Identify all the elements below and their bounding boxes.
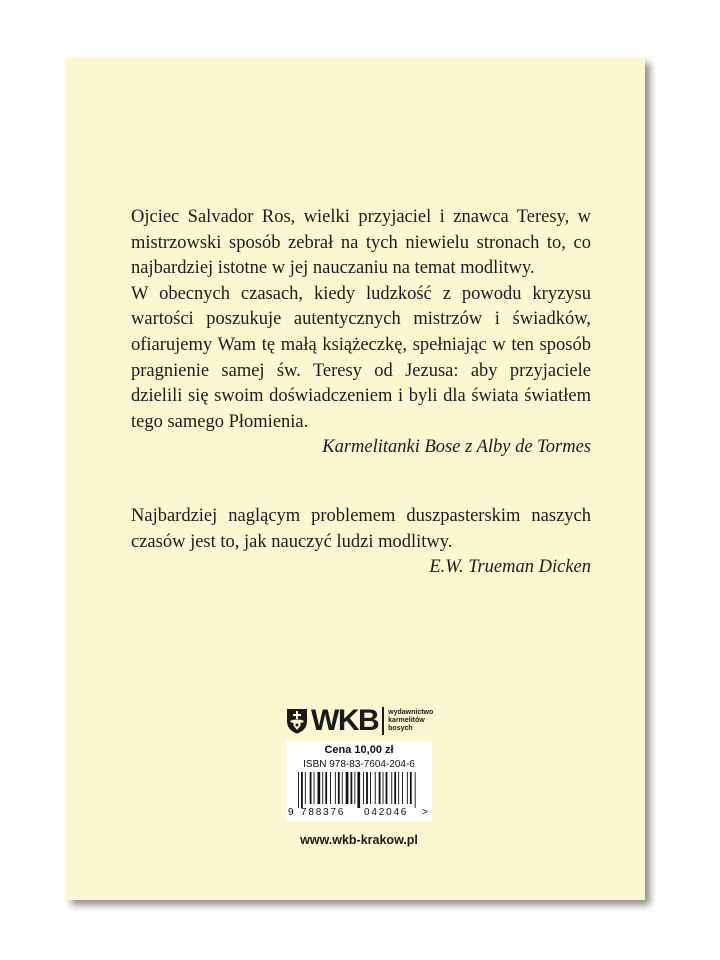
barcode-label <box>286 741 432 821</box>
publisher-name <box>388 709 433 733</box>
description-paragraph-1: Ojciec Salvador Ros, wielki przyjaciel i znawca Teresy, w mistrzowski sposób zebrał na tych niewielu stronach to, co najbardziej istotne w jej nauczaniu na temat modlitwy. <box>131 207 591 279</box>
description-paragraph-2: W obecnych czasach, kiedy ludzkość z powodu kryzysu wartości poszukuje autentycznych mistrzów i świadków, ofiarujemy Wam tę małą książeczkę, spełniając w ten sposób pragnienie samej św. Teresy od Jezusa: aby przyjaciele dzielili się swoim doświadczeniem i byli dla świata światłem tego samego Płomienia. <box>131 283 591 432</box>
description-signature: Karmelitanki Bose z Alby de Tormes <box>322 437 591 458</box>
publisher-name-line-1: wydawnictwo <box>388 709 434 716</box>
price-label: Cena 10,00 zł <box>324 744 394 756</box>
quote-block <box>131 504 591 581</box>
publisher-name-line-2: karmelitów <box>388 717 425 724</box>
barcode-icon <box>296 772 426 808</box>
quote-paragraph: Najbardziej naglącym problemem duszpasterskim naszych czasów jest to, jak nauczyć ludzi modlitwy. <box>131 506 591 552</box>
publisher-logo <box>286 704 446 738</box>
barcode-first-digit: 9 <box>288 807 294 818</box>
isbn-label: ISBN 978-83-7604-204-6 <box>303 759 415 770</box>
logo-divider <box>382 707 384 735</box>
description-block <box>131 205 591 461</box>
barcode-right-group: 042046 <box>364 807 409 818</box>
publisher-logo-text: WKB <box>311 704 379 737</box>
barcode-end-mark: > <box>422 807 428 818</box>
publisher-website: www.wkb-krakow.pl <box>300 833 418 847</box>
quote-signature: E.W. Trueman Dicken <box>429 557 591 578</box>
publisher-name-line-3: bosych <box>388 725 413 732</box>
barcode-left-group: 788376 <box>301 807 346 818</box>
shield-icon <box>286 708 308 734</box>
